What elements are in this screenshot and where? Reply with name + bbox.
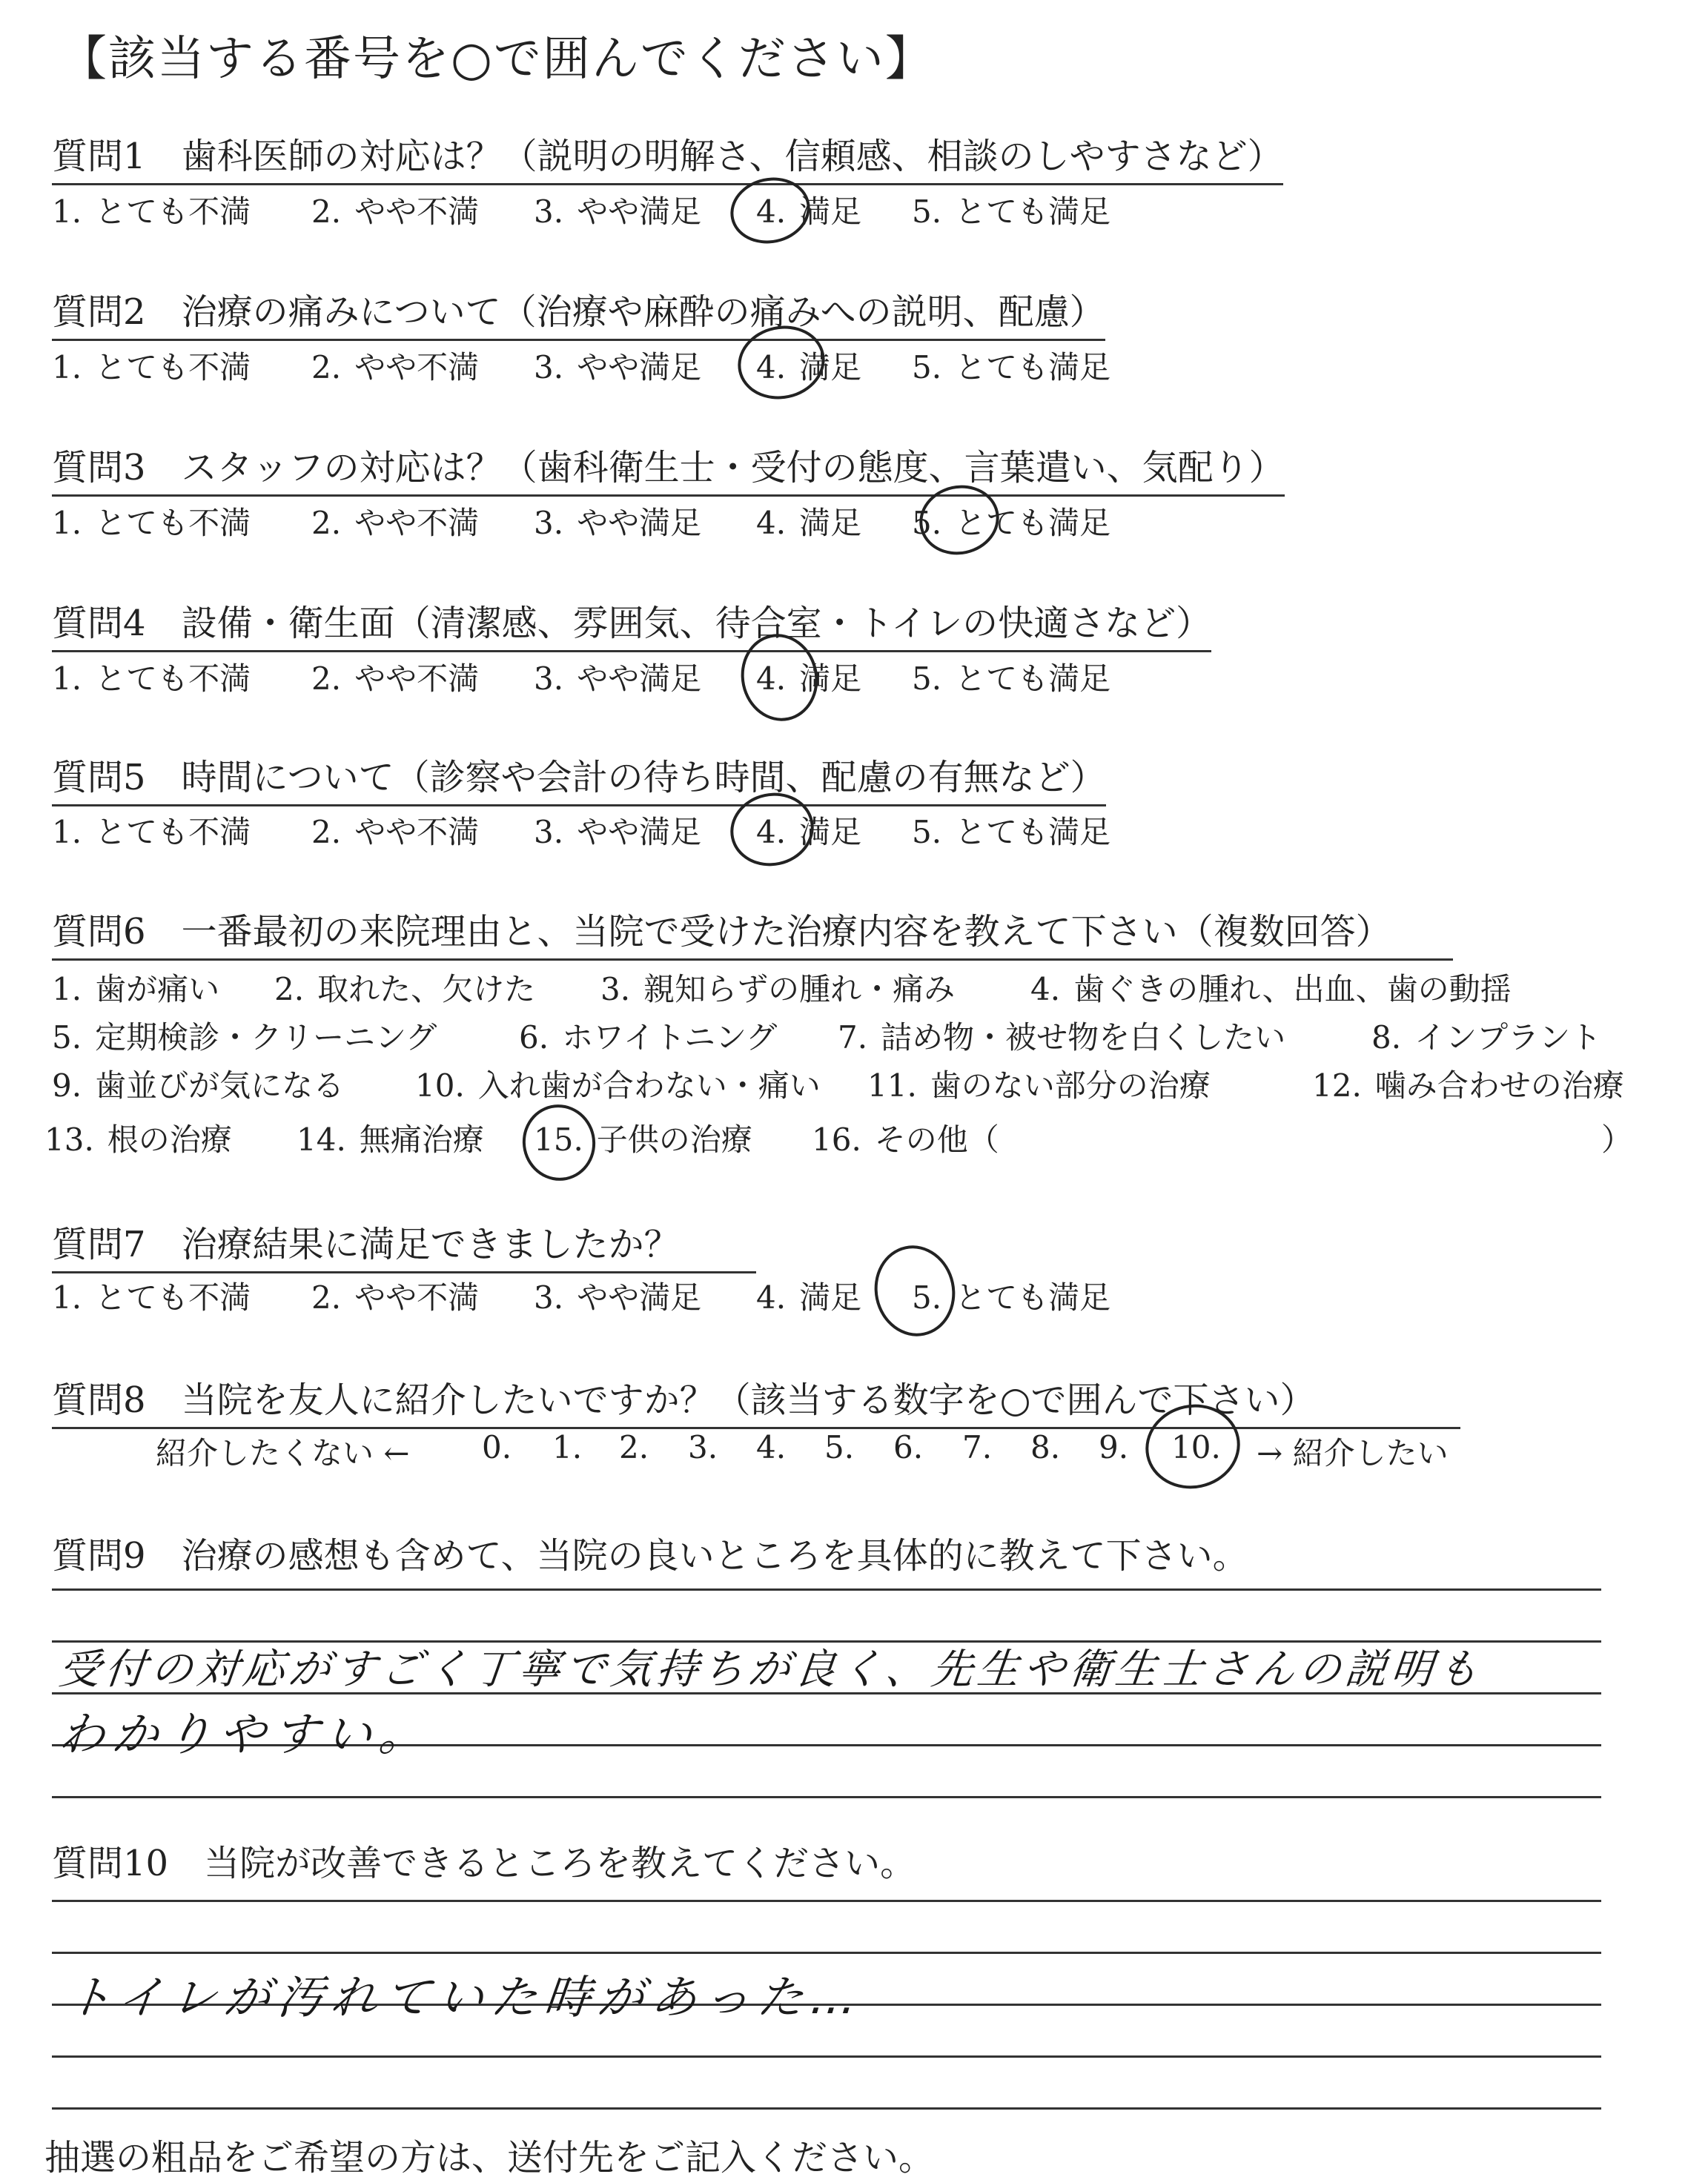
q1-option-3[interactable]: 3. やや満足: [534, 193, 702, 230]
q7-option-5[interactable]: 5. とても満足: [912, 1279, 1111, 1316]
arrow-left-icon: ←: [383, 1435, 410, 1471]
q8-option-0[interactable]: 0.: [482, 1429, 512, 1465]
q4-option-3[interactable]: 3. やや満足: [534, 660, 702, 697]
question-number: 質問3: [52, 447, 146, 488]
answer-line: [52, 2055, 1601, 2058]
q6-option-2[interactable]: 2. 取れた、欠けた: [274, 971, 536, 1007]
q8-option-8[interactable]: 8.: [1030, 1429, 1061, 1465]
question-3: [52, 439, 1285, 497]
q6-close-paren: ）: [1601, 1122, 1633, 1158]
q4-option-2[interactable]: 2. やや不満: [311, 660, 480, 697]
question-number: 質問5: [52, 757, 146, 798]
q8-option-5[interactable]: 5.: [824, 1429, 855, 1465]
question-10: [52, 1835, 916, 1886]
q8-option-4[interactable]: 4.: [756, 1429, 787, 1465]
q2-option-5[interactable]: 5. とても満足: [912, 349, 1111, 385]
question-number: 質問10: [52, 1843, 169, 1884]
answer-line: [52, 2107, 1601, 2110]
question-4: [52, 594, 1211, 652]
q1-option-2[interactable]: 2. やや不満: [311, 193, 480, 230]
q6-option-5[interactable]: 5. 定期検診・クリーニング: [52, 1019, 437, 1056]
q8-option-2[interactable]: 2.: [619, 1429, 649, 1465]
answer-line: [52, 1952, 1601, 1954]
question-7: [52, 1216, 756, 1273]
q3-option-3[interactable]: 3. やや満足: [534, 505, 702, 541]
q6-option-16[interactable]: 16. その他（: [812, 1122, 999, 1158]
q3-option-1[interactable]: 1. とても不満: [52, 505, 251, 541]
q4-option-5[interactable]: 5. とても満足: [912, 660, 1111, 697]
q6-option-13[interactable]: 13. 根の治療: [44, 1122, 232, 1158]
q8-right-label: → 紹介したい: [1257, 1435, 1449, 1471]
q7-option-1[interactable]: 1. とても不満: [52, 1279, 251, 1316]
form-header: 【該当する番号を○で囲んでください】: [59, 32, 934, 87]
answer-line: [52, 1796, 1601, 1798]
q9-handwritten-answer-line-2[interactable]: わかりやすい。: [56, 1707, 436, 1761]
q7-option-3[interactable]: 3. やや満足: [534, 1279, 702, 1316]
q4-option-1[interactable]: 1. とても不満: [52, 660, 251, 697]
question-9: [52, 1527, 1248, 1578]
q5-option-4[interactable]: 4. 満足: [756, 814, 862, 850]
q7-option-4[interactable]: 4. 満足: [756, 1279, 862, 1316]
q6-option-14[interactable]: 14. 無痛治療: [297, 1122, 484, 1158]
question-number: 質問4: [52, 603, 146, 644]
q4-option-4[interactable]: 4. 満足: [756, 660, 862, 697]
q6-option-4[interactable]: 4. 歯ぐきの腫れ、出血、歯の動揺: [1030, 971, 1512, 1007]
question-number: 質問6: [52, 911, 146, 952]
question-number: 質問1: [52, 136, 146, 177]
q6-option-9[interactable]: 9. 歯並びが気になる: [52, 1067, 345, 1104]
q6-option-11[interactable]: 11. 歯のない部分の治療: [867, 1067, 1211, 1104]
question-text: 一番最初の来院理由と、当院で受けた治療内容を教えて下さい（複数回答）: [181, 911, 1391, 952]
question-text: 治療の感想も含めて、当院の良いところを具体的に教えて下さい。: [181, 1535, 1248, 1577]
q3-option-2[interactable]: 2. やや不満: [311, 505, 480, 541]
q8-option-9[interactable]: 9.: [1099, 1429, 1129, 1465]
q2-option-2[interactable]: 2. やや不満: [311, 349, 480, 385]
q1-option-4[interactable]: 4. 満足: [756, 193, 862, 230]
q8-option-7[interactable]: 7.: [962, 1429, 993, 1465]
q8-option-10[interactable]: 10.: [1171, 1429, 1221, 1465]
q8-left-label: 紹介したくない ←: [156, 1435, 410, 1471]
q6-option-8[interactable]: 8. インプラント: [1371, 1019, 1602, 1056]
q8-option-1[interactable]: 1.: [552, 1429, 583, 1465]
question-number: 質問9: [52, 1535, 146, 1577]
q8-option-3[interactable]: 3.: [688, 1429, 718, 1465]
question-text: 設備・衛生面（清潔感、雰囲気、待合室・トイレの快適さなど）: [181, 603, 1212, 644]
q6-option-7[interactable]: 7. 詰め物・被せ物を白くしたい: [838, 1019, 1286, 1056]
q5-option-2[interactable]: 2. やや不満: [311, 814, 480, 850]
q6-option-3[interactable]: 3. 親知らずの腫れ・痛み: [600, 971, 956, 1007]
q6-option-10[interactable]: 10. 入れ歯が合わない・痛い: [415, 1067, 821, 1104]
question-1: [52, 127, 1283, 185]
question-number: 質問2: [52, 291, 146, 333]
question-2: [52, 283, 1105, 341]
answer-line: [52, 1900, 1601, 1902]
footer-note: 抽選の粗品をご希望の方は、送付先をご記入ください。: [44, 2137, 935, 2179]
question-number: 質問8: [52, 1379, 146, 1421]
question-8: [52, 1371, 1460, 1429]
q5-option-1[interactable]: 1. とても不満: [52, 814, 251, 850]
question-text: 治療結果に満足できましたか？: [181, 1224, 680, 1265]
q8-option-6[interactable]: 6.: [893, 1429, 924, 1465]
q10-handwritten-answer[interactable]: トイレが汚れていた時があった…: [63, 1970, 867, 2024]
question-6: [52, 903, 1453, 961]
q9-handwritten-answer-line-1[interactable]: 受付の対応がすごく丁寧で気持ちが良く、先生や衛生士さんの説明も: [56, 1646, 1486, 1694]
q7-option-2[interactable]: 2. やや不満: [311, 1279, 480, 1316]
answer-line: [52, 1588, 1601, 1591]
q1-option-1[interactable]: 1. とても不満: [52, 193, 251, 230]
question-text: 当院を友人に紹介したいですか？（該当する数字を○で囲んで下さい）: [181, 1379, 1316, 1421]
question-5: [52, 749, 1106, 806]
q6-option-15[interactable]: 15. 子供の治療: [534, 1122, 752, 1158]
q2-option-3[interactable]: 3. やや満足: [534, 349, 702, 385]
q2-option-4[interactable]: 4. 満足: [756, 349, 862, 385]
q1-option-5[interactable]: 5. とても満足: [912, 193, 1111, 230]
q3-option-4[interactable]: 4. 満足: [756, 505, 862, 541]
q6-option-6[interactable]: 6. ホワイトニング: [519, 1019, 778, 1056]
question-text: 治療の痛みについて（治療や麻酔の痛みへの説明、配慮）: [181, 291, 1105, 333]
q3-option-5[interactable]: 5. とても満足: [912, 505, 1111, 541]
question-text: 歯科医師の対応は？（説明の明解さ、信頼感、相談のしやすさなど）: [181, 136, 1283, 177]
q6-option-12[interactable]: 12. 噛み合わせの治療: [1312, 1067, 1624, 1104]
question-text: スタッフの対応は？（歯科衛生士・受付の態度、言葉遣い、気配り）: [181, 447, 1285, 488]
question-text: 当院が改善できるところを教えてください。: [204, 1843, 916, 1884]
question-number: 質問7: [52, 1224, 146, 1265]
arrow-right-icon: →: [1257, 1435, 1283, 1471]
question-text: 時間について（診察や会計の待ち時間、配慮の有無など）: [181, 757, 1106, 798]
q5-option-5[interactable]: 5. とても満足: [912, 814, 1111, 850]
q2-option-1[interactable]: 1. とても不満: [52, 349, 251, 385]
q5-option-3[interactable]: 3. やや満足: [534, 814, 702, 850]
q6-option-1[interactable]: 1. 歯が痛い: [52, 971, 220, 1007]
